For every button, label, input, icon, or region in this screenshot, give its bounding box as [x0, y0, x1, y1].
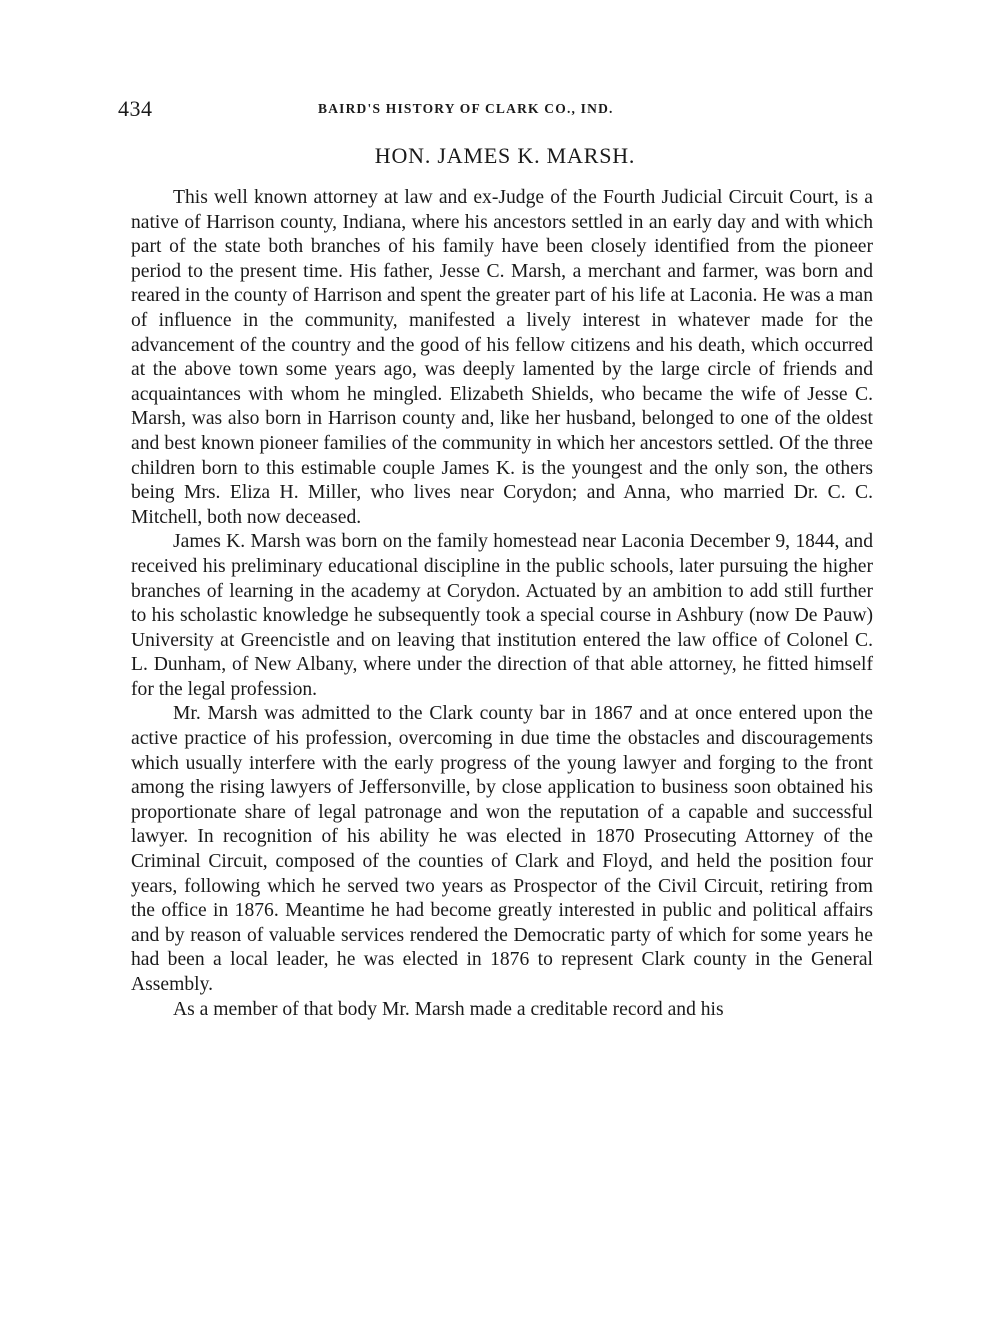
running-head: BAIRD'S HISTORY OF CLARK CO., IND. — [318, 101, 614, 116]
article-title: HON. JAMES K. MARSH. — [374, 143, 636, 168]
paragraph: Mr. Marsh was admitted to the Clark county bar in 1867 and at once entered upon the active practice of his profession, overcoming in due time the obstacles and discouragements which usually interfere with the early progress of the young lawyer and forging to the front among the rising lawyers of Jeffersonville, by close application to business soon obtained his proportionate share of legal patronage and won the reputation of a capable and successful lawyer. In recognition of his ability he was elected in 1870 Prosecuting Attorney of the Criminal Circuit, composed of the counties of Clark and Floyd, and held the position four years, following which he served two years as Prospector of the Civil Circuit, retiring from the office in 1876. Meantime he had become greatly interested in public and political affairs and by reason of valuable services rendered the Democratic party of which for some years he had been a local leader, he was elected in 1876 to represent Clark county in the General Assembly. — [131, 703, 873, 995]
paragraph: This well known attorney at law and ex-Judge of the Fourth Judicial Circuit Court, is a native of Harrison county, Indiana, where his ancestors settled in an early day and with which part of the state both branches of his family have been closely identified from the pioneer period to the present time. His father, Jesse C. Marsh, a merchant and farmer, was born and reared in the county of Harrison and spent the greater part of his life at Laconia. He was a man of influence in the community, manifested a lively interest in whatever made for the advancement of the country and the good of his fellow citizens and his death, which occurred at the above town some years ago, was deeply lamented by the large circle of friends and acquaintances with whom he mingled. Elizabeth Shields, who became the wife of Jesse C. Marsh, was also born in Harrison county and, like her husband, belonged to one of the oldest and best known pioneer families of the community in which her ancestors settled. Of the three children born to this estimable couple James K. is the youngest and the only son, the others being Mrs. Eliza H. Miller, who lives near Corydon; and Anna, who married Dr. C. C. Mitchell, both now deceased. — [131, 187, 873, 528]
paragraph: James K. Marsh was born on the family homestead near Laconia December 9, 1844, and received his preliminary educational discipline in the public schools, later pursuing the higher branches of learning in the academy at Corydon. Actuated by an ambition to add still further to his scholastic knowledge he subsequently took a special course in Ashbury (now De Pauw) University at Greencistle and on leaving that institution entered the law office of Colonel C. L. Dunham, of New Albany, where under the direction of that able attorney, he fitted himself for the legal profession. — [131, 531, 873, 700]
paragraph: As a member of that body Mr. Marsh made a creditable record and his — [173, 998, 724, 1020]
page-number: 434 — [118, 96, 153, 121]
article-body — [131, 186, 873, 1022]
